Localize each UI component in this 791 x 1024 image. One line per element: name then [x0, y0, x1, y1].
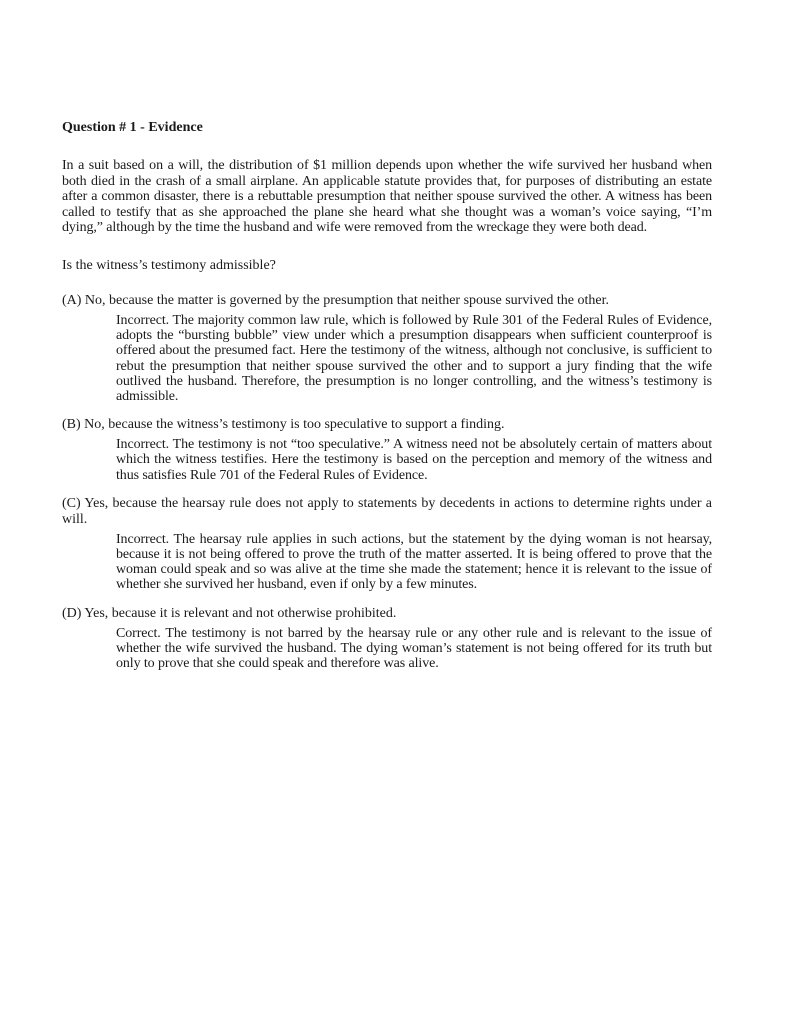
option-c: (C) Yes, because the hearsay rule does not apply to statements by decedents in actions to determine rights under a will.: [62, 495, 712, 527]
explanation-d: Correct. The testimony is not barred by the hearsay rule or any other rule and is relevant to the issue of whether the wife survived the husband. The dying woman’s statement is not being offered for its truth but only to prove that she could speak and therefore was alive.: [116, 625, 712, 672]
option-d: (D) Yes, because it is relevant and not otherwise prohibited.: [62, 605, 397, 621]
explanation-a: Incorrect. The majority common law rule, which is followed by Rule 301 of the Federal Rules of Evidence, adopts the “bursting bubble” view under which a presumption disappears when sufficient counterproof is offered about the presumed fact. Here the testimony of the witness, although not conclusive, is sufficient to rebut the presumption that neither spouse survived the other and to support a jury finding that the wife outlived the husband. Therefore, the presumption is no longer controlling, and the witness’s testimony is admissible.: [116, 312, 712, 404]
explanation-c: Incorrect. The hearsay rule applies in such actions, but the statement by the dying woman is not hearsay, because it is not being offered to prove the truth of the matter asserted. It is being offered to prove that the woman could speak and so was alive at the time she made the statement; hence it is relevant to the issue of whether she survived her husband, even if only by a few minutes.: [116, 531, 712, 593]
question-title: Question # 1 - Evidence: [62, 120, 203, 135]
explanation-b: Incorrect. The testimony is not “too speculative.” A witness need not be absolutely certain of matters about which the witness testifies. Here the testimony is based on the perception and memory of the witness and thus satisfies Rule 701 of the Federal Rules of Evidence.: [116, 437, 712, 483]
fact-pattern: In a suit based on a will, the distribution of $1 million depends upon whether the wife survived her husband when both died in the crash of a small airplane. An applicable statute provides that, for purposes of distributing an estate after a common disaster, there is a rebuttable presumption that neither spouse survived the other. A witness has been called to testify that as she approached the plane she heard what she thought was a woman’s voice saying, “I’m dying,” although by the time the husband and wife were removed from the wreckage they were both dead.: [62, 158, 712, 236]
document-page: [62, 120, 712, 684]
option-b: (B) No, because the witness’s testimony is too speculative to support a finding.: [62, 417, 505, 433]
question-stem: Is the witness’s testimony admissible?: [62, 257, 276, 273]
option-a: (A) No, because the matter is governed by the presumption that neither spouse survived the other.: [62, 292, 610, 308]
